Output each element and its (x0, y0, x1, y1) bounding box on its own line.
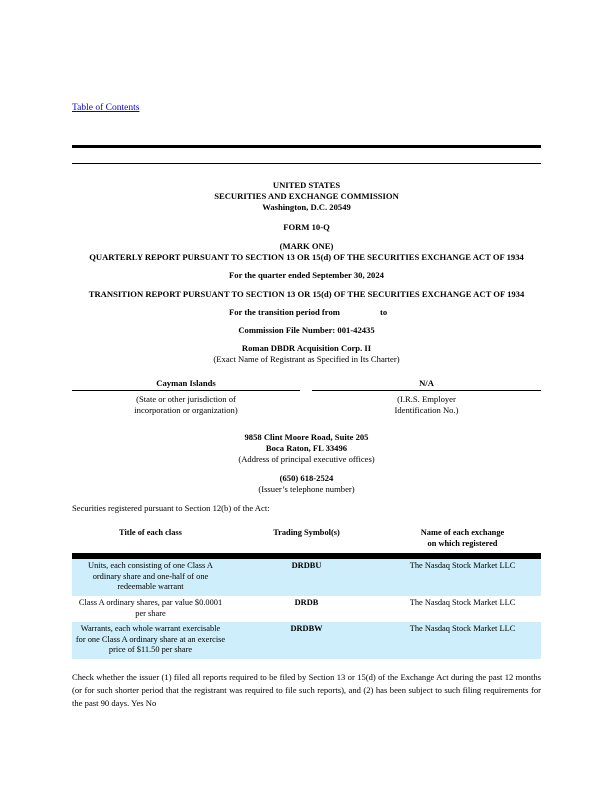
header-washington: Washington, D.C. 20549 (262, 202, 351, 212)
address-line2: Boca Raton, FL 33496 (265, 443, 348, 453)
row-exchange: The Nasdaq Stock Market LLC (384, 622, 541, 659)
employer-id-caption-line2: Identification No.) (394, 405, 459, 415)
row-exchange: The Nasdaq Stock Market LLC (384, 559, 541, 596)
header-exchange (384, 526, 541, 553)
header-exchange-line2: on which registered (427, 538, 498, 548)
table-header-row (72, 526, 541, 553)
employer-id-underline (312, 390, 541, 391)
header-exchange-line1: Name of each exchange (420, 528, 505, 537)
registrant-name: Roman DBDR Acquisition Corp. II (241, 343, 372, 353)
row-symbol: DRDB (294, 597, 319, 607)
row-title: Units, each consisting of one Class A ordinary share and one-half of one redeemable warrant (72, 559, 229, 596)
securities-table (72, 526, 541, 659)
employer-id-value: N/A (419, 378, 434, 388)
header-sec: SECURITIES AND EXCHANGE COMMISSION (214, 191, 399, 201)
phone-caption: (Issuer’s telephone number) (258, 484, 355, 494)
transition-period-from: For the transition period from (229, 307, 340, 317)
jurisdiction-caption-line2: incorporation or organization) (134, 405, 238, 415)
mark-one: (MARK ONE) (279, 241, 334, 251)
address-caption: (Address of principal executive offices) (238, 454, 375, 464)
commission-file-number: Commission File Number: 001-42435 (238, 325, 375, 335)
table-row (72, 622, 541, 659)
row-title: Class A ordinary shares, par value $0.0001 per share (78, 597, 223, 618)
header-united-states: UNITED STATES (272, 180, 341, 190)
top-thin-rule (72, 163, 541, 164)
quarterly-report-title: QUARTERLY REPORT PURSUANT TO SECTION 13 OR 15(d) OF THE SECURITIES EXCHANGE ACT OF 1934 (89, 252, 524, 262)
row-symbol: DRDBU (229, 559, 384, 596)
address-line1: 9858 Clint Moore Road, Suite 205 (244, 432, 369, 442)
jurisdiction-underline (72, 390, 300, 391)
employer-id-caption-line1: (I.R.S. Employer (397, 394, 456, 404)
jurisdiction-caption-line1: (State or other jurisdiction of (136, 394, 236, 404)
row-symbol: DRDBW (229, 622, 384, 659)
table-row (72, 559, 541, 596)
phone-number: (650) 618-2524 (279, 473, 334, 483)
table-row (72, 596, 541, 622)
form-type: FORM 10-Q (283, 222, 330, 232)
transition-period-to: to (380, 307, 388, 317)
top-thick-rule (72, 145, 541, 148)
securities-intro: Securities registered pursuant to Section 12(b) of the Act: (72, 503, 270, 513)
header-trading-symbol: Trading Symbol(s) (273, 528, 340, 537)
row-exchange: The Nasdaq Stock Market LLC (409, 597, 516, 607)
row-title: Warrants, each whole warrant exercisable for one Class A ordinary share at an exercise price of $11.50 per share (72, 622, 229, 659)
table-of-contents-link[interactable]: Table of Contents (72, 103, 140, 113)
header-title-of-class: Title of each class (119, 528, 182, 537)
quarter-ended: For the quarter ended September 30, 2024 (229, 270, 384, 280)
filing-compliance-paragraph: Check whether the issuer (1) filed all reports required to be filed by Section 13 or 15(d) of the Exchange Act during the past 12 months (or for such shorter period that the registrant was required to file such reports), and (2) has been subject to such filing requirements for the past 90 days. Yes No (72, 672, 541, 709)
jurisdiction-value: Cayman Islands (156, 378, 216, 388)
transition-report-title: TRANSITION REPORT PURSUANT TO SECTION 13 OR 15(d) OF THE SECURITIES EXCHANGE ACT OF 1934 (88, 289, 525, 299)
registrant-caption: (Exact Name of Registrant as Specified in Its Charter) (213, 354, 400, 364)
